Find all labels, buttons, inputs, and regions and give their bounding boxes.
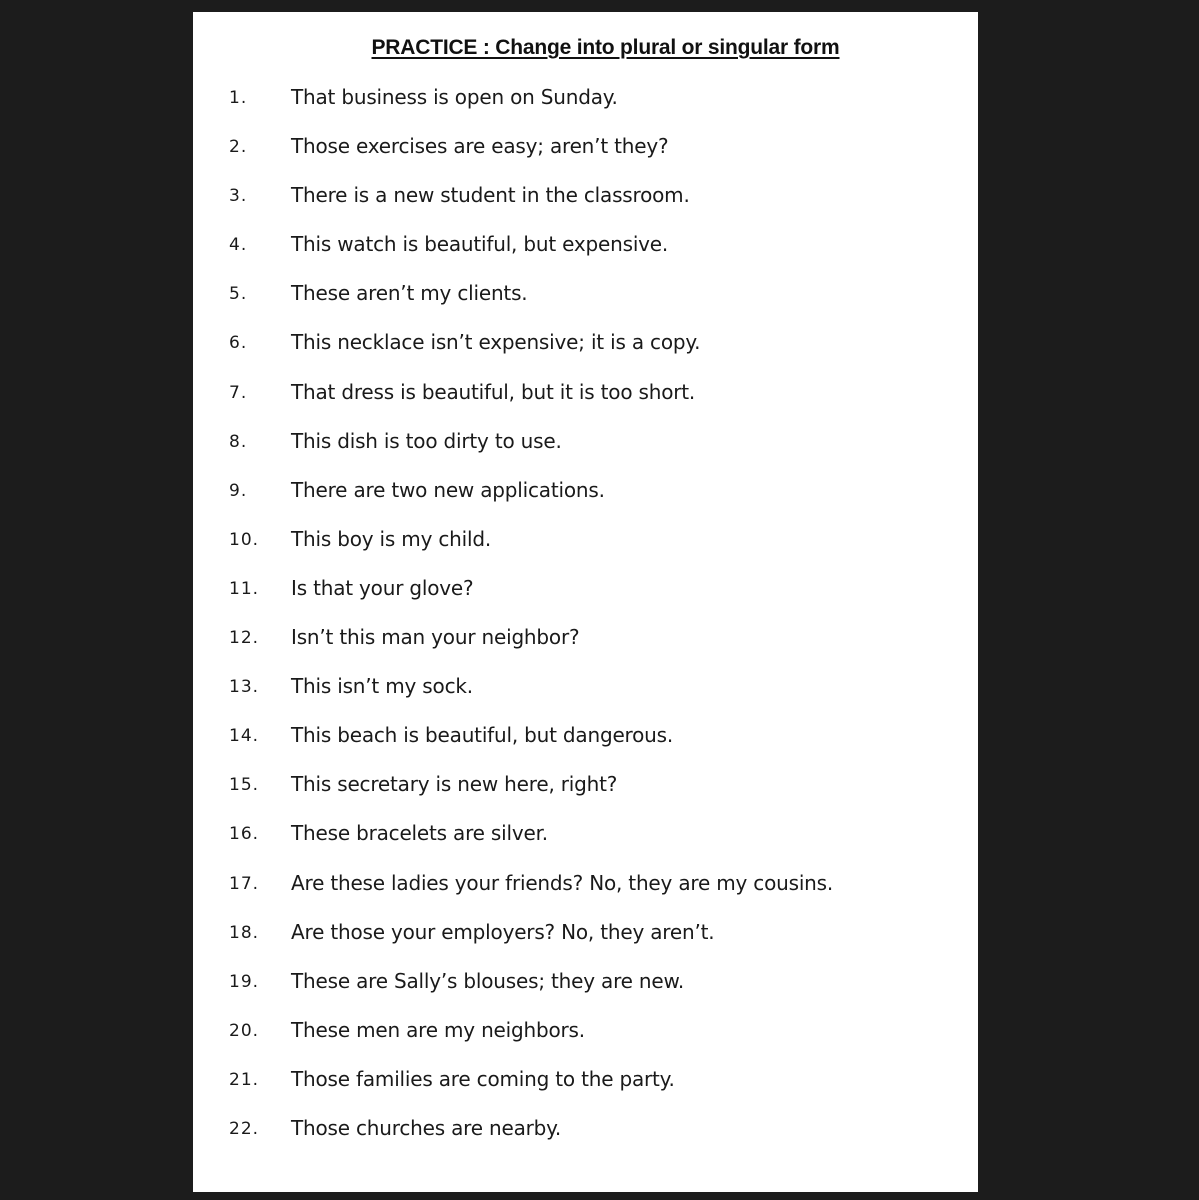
item-number: 14. — [229, 726, 260, 747]
item-sentence: That business is open on Sunday. — [291, 85, 618, 109]
item-sentence: There is a new student in the classroom. — [291, 183, 690, 208]
list-item — [193, 379, 978, 428]
list-item — [193, 1066, 978, 1115]
item-sentence: These aren’t my clients. — [291, 281, 528, 306]
list-item — [193, 231, 978, 280]
list-item — [193, 182, 978, 231]
list-item — [193, 870, 978, 919]
item-number: 4. — [229, 235, 248, 256]
item-number: 22. — [229, 1118, 260, 1139]
item-sentence: This boy is my child. — [291, 526, 491, 551]
list-item — [193, 133, 978, 182]
item-number: 20. — [229, 1020, 260, 1041]
item-number: 10. — [229, 529, 260, 550]
item-sentence: Those churches are nearby. — [291, 1115, 562, 1140]
item-number: 2. — [229, 137, 248, 158]
list-item — [193, 624, 978, 673]
list-item — [193, 820, 978, 869]
worksheet-page — [193, 12, 978, 1192]
item-number: 11. — [229, 578, 260, 599]
list-item — [193, 575, 978, 624]
item-sentence: Those families are coming to the party. — [291, 1066, 675, 1091]
item-number: 7. — [229, 382, 248, 403]
item-sentence: This secretary is new here, right? — [291, 772, 618, 797]
item-sentence: This watch is beautiful, but expensive. — [291, 232, 669, 257]
item-number: 9. — [229, 480, 248, 501]
item-number: 18. — [229, 922, 260, 943]
item-number: 16. — [229, 824, 260, 845]
list-item — [193, 919, 978, 968]
item-sentence: This beach is beautiful, but dangerous. — [291, 723, 674, 748]
item-sentence: These are Sally’s blouses; they are new. — [291, 968, 684, 993]
item-number: 17. — [229, 873, 260, 894]
item-number: 3. — [229, 186, 248, 207]
item-number: 5. — [229, 284, 248, 305]
list-item — [193, 428, 978, 477]
item-sentence: Are those your employers? No, they aren’t. — [291, 919, 715, 944]
item-sentence: Those exercises are easy; aren’t they? — [291, 134, 669, 159]
list-item — [193, 1017, 978, 1066]
item-sentence: There are two new applications. — [291, 477, 605, 502]
item-sentence: Is that your glove? — [291, 575, 474, 600]
item-number: 1. — [229, 88, 248, 108]
item-number: 13. — [229, 677, 260, 698]
item-number: 12. — [229, 628, 260, 649]
list-item — [193, 968, 978, 1017]
exercise-list — [193, 84, 978, 1164]
list-item — [193, 84, 978, 133]
item-sentence: This isn’t my sock. — [291, 674, 473, 699]
list-item — [193, 722, 978, 771]
item-number: 15. — [229, 775, 260, 796]
item-number: 8. — [229, 431, 248, 452]
item-sentence: Isn’t this man your neighbor? — [291, 625, 580, 650]
list-item — [193, 771, 978, 820]
item-sentence: That dress is beautiful, but it is too short. — [291, 379, 696, 404]
list-item — [193, 526, 978, 575]
list-item — [193, 477, 978, 526]
list-item — [193, 673, 978, 722]
list-item — [193, 329, 978, 378]
item-sentence: Are these ladies your friends? No, they are my cousins. — [291, 870, 834, 895]
item-number: 19. — [229, 971, 260, 992]
item-sentence: This necklace isn’t expensive; it is a copy. — [291, 330, 701, 355]
item-number: 6. — [229, 333, 248, 354]
item-sentence: This dish is too dirty to use. — [291, 428, 562, 453]
page-title: PRACTICE : Change into plural or singular form — [371, 36, 840, 59]
list-item — [193, 280, 978, 329]
item-sentence: These bracelets are silver. — [291, 821, 548, 846]
item-sentence: These men are my neighbors. — [291, 1017, 585, 1042]
item-number: 21. — [229, 1069, 260, 1090]
list-item — [193, 1115, 978, 1164]
